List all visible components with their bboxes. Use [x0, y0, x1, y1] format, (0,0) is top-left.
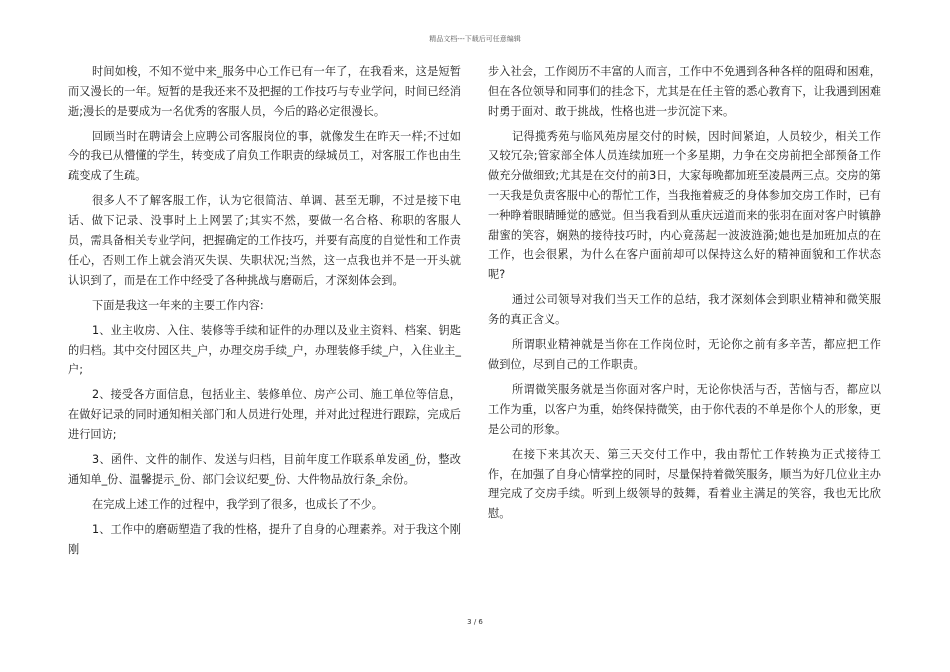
- page-number: 3 / 6: [467, 618, 483, 626]
- paragraph: 2、接受各方面信息，包括业主、装修单位、房产公司、施工单位等信息，在做好记录的同时通知相关部门和人员进行处理，并对此过程进行跟踪，完成后进行回访;: [68, 388, 461, 442]
- paragraph: 很多人不了解客服工作，认为它很简洁、单调、甚至无聊，不过是接下电话、做下记录、没事时上上网罢了;其实不然，要做一名合格、称职的客服人员，需具备相关专业学问，把握确定的工作技巧，并要有高度的自觉性和工作责任心，否则工作上就会消灭失误、失职状况;当然，这一点我也并不是一开头就认识到了，而是在工作中经受了各种挑战与磨砺后，才深刻体会到。: [68, 194, 461, 287]
- paragraph: 所谓微笑服务就是当你面对客户时，无论你快活与否，苦恼与否，都应以工作为重，以客户为重，始终保持微笑，由于你代表的不单是你个人的形象，更是公司的形象。: [488, 383, 881, 436]
- left-column: [68, 62, 461, 565]
- right-column: [488, 62, 881, 529]
- paragraph: 记得揽秀苑与临风苑房屋交付的时候，因时间紧迫，人员较少，相关工作又较冗杂;管家部全体人员连续加班一个多星期，力争在交房前把全部预备工作做充分做细致;尤其是在交付的前3日，大家每晚都加班至凌晨两三点。交房的第一天我是负责客服中心的帮忙工作，当我拖着疲乏的身体参加交房工作时，已有一种睁着眼睛睡觉的感觉。但当我看到从重庆远道而来的张羽在面对客户时镇静甜蜜的笑容，娴熟的接待技巧时，内心竟荡起一波波涟漪;她也是加班加点的在工作，也会很累，为什么在客户面前却可以保持这么好的精神面貌和工作状态呢?: [488, 129, 881, 282]
- page-header: 精品文档---下载后可任意编辑: [429, 35, 521, 43]
- paragraph: 回顾当时在聘请会上应聘公司客服岗位的事，就像发生在昨天一样;不过如今的我已从懵懂的学生，转变成了肩负工作职责的绿城员工，对客服工作也由生疏变成了生疏。: [68, 129, 461, 183]
- paragraph: 1、业主收房、入住、装修等手续和证件的办理以及业主资料、档案、钥匙的归档。其中交付园区共_户，办理交房手续_户，办理装修手续_户，入住业主_户;: [68, 323, 461, 377]
- paragraph: 在完成上述工作的过程中，我学到了很多，也成长了不少。: [92, 498, 383, 512]
- paragraph: 下面是我这一年来的主要工作内容:: [92, 298, 264, 312]
- paragraph: 时间如梭，不知不觉中来_服务中心工作已有一年了，在我看来，这是短暂而又漫长的一年。短暂的是我还来不及把握的工作技巧与专业学问，时间已经消逝;漫长的是要成为一名优秀的客服人员，今后的路必定很漫长。: [68, 65, 461, 118]
- paragraph: 所谓职业精神就是当你在工作岗位时，无论你之前有多辛苦，都应把工作做到位，尽到自己的工作职责。: [488, 338, 881, 372]
- paragraph: 3、函件、文件的制作、发送与归档，目前年度工作联系单发函_份，整改通知单_份、温馨提示_份、部门会议纪要_份、大件物品放行条_余份。: [68, 453, 461, 486]
- paragraph: 步入社会，工作阅历不丰富的人而言，工作中不免遇到各种各样的阻碍和困难，但在各位领导和同事们的挂念下，尤其是在任主管的悉心教育下，让我遇到困难时勇于面对、敢于挑战，性格也进一步沉淀下来。: [488, 65, 881, 118]
- paragraph: 在接下来其次天、第三天交付工作中，我由帮忙工作转换为正式接待工作，在加强了自身心情掌控的同时，尽量保持着微笑服务，顺当为好几位业主办理完成了交房手续。听到上级领导的鼓舞，看着业主满足的笑容，我也无比欣慰。: [488, 447, 881, 521]
- paragraph: 1、工作中的磨砺塑造了我的性格，提升了自身的心理素养。对于我这个刚刚: [68, 523, 461, 556]
- paragraph: 通过公司领导对我们当天工作的总结，我才深刻体会到职业精神和微笑服务的真正含义。: [488, 293, 881, 327]
